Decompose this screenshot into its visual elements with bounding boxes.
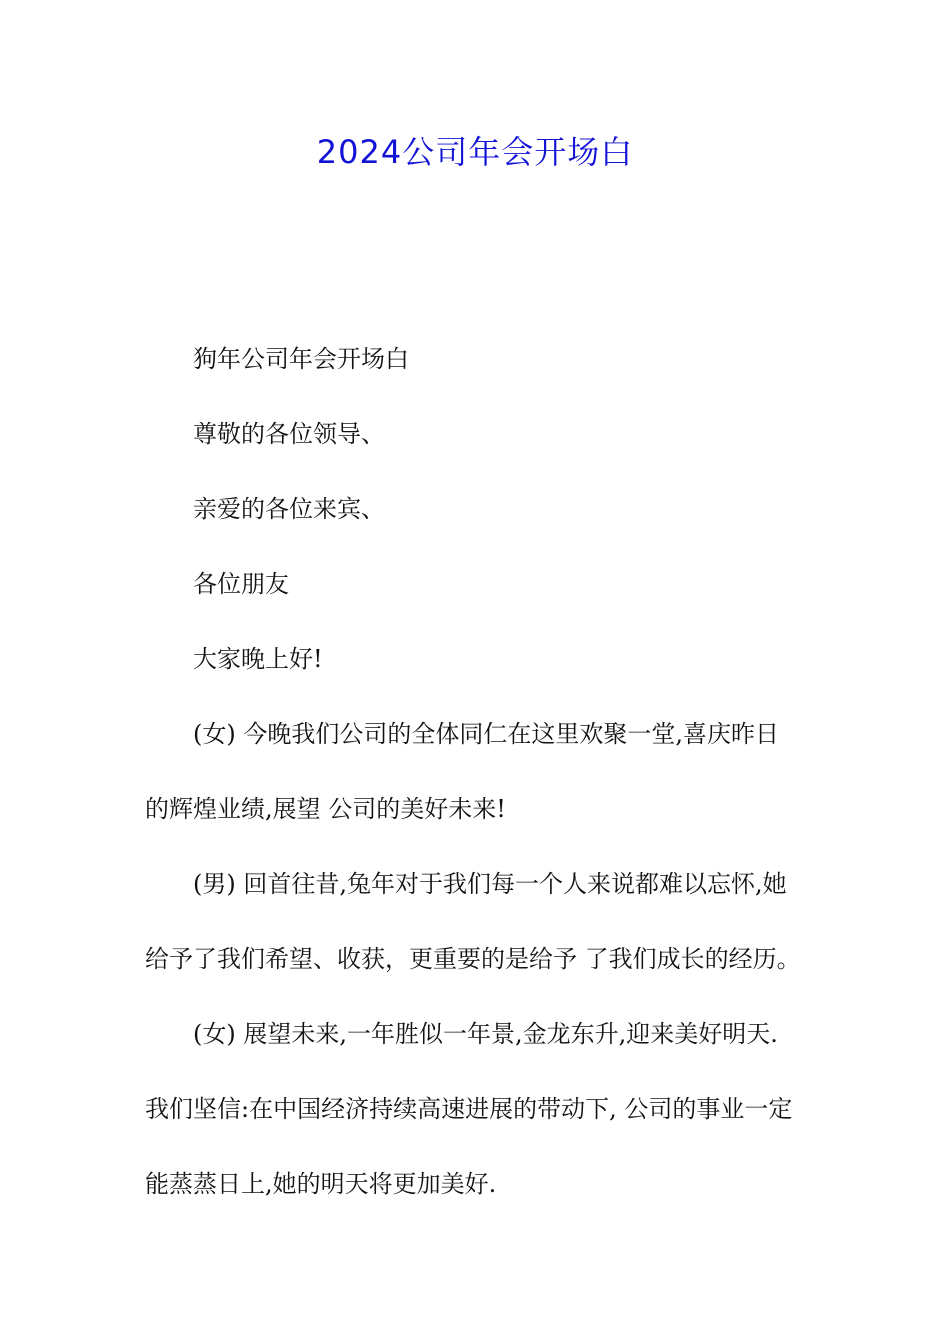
paragraph-line-9: 给予了我们希望、收获，更重要的是给予 了我们成长的经历。 [145,945,801,973]
document-body [145,338,815,1238]
paragraph-line-12: 能蒸蒸日上,她的明天将更加美好. [145,1170,497,1198]
paragraph-line-6: (女) 今晚我们公司的全体同仁在这里欢聚一堂,喜庆昨日 [193,720,779,748]
paragraph-line-1: 狗年公司年会开场白 [193,345,409,373]
paragraph-line-8: (男) 回首往昔,兔年对于我们每一个人来说都难以忘怀,她 [193,870,787,898]
paragraph-line-10: (女) 展望未来,一年胜似一年景,金龙东升,迎来美好明天. [193,1020,778,1048]
paragraph-line-5: 大家晚上好! [193,645,323,673]
paragraph-line-3: 亲爱的各位来宾、 [193,495,385,523]
paragraph-line-7: 的辉煌业绩,展望 公司的美好未来! [145,795,506,823]
paragraph-line-11: 我们坚信:在中国经济持续高速进展的带动下, 公司的事业一定 [145,1095,793,1123]
paragraph-line-2: 尊敬的各位领导、 [193,420,385,448]
paragraph-line-4: 各位朋友 [193,570,289,598]
document-title: 2024公司年会开场白 [316,133,634,171]
